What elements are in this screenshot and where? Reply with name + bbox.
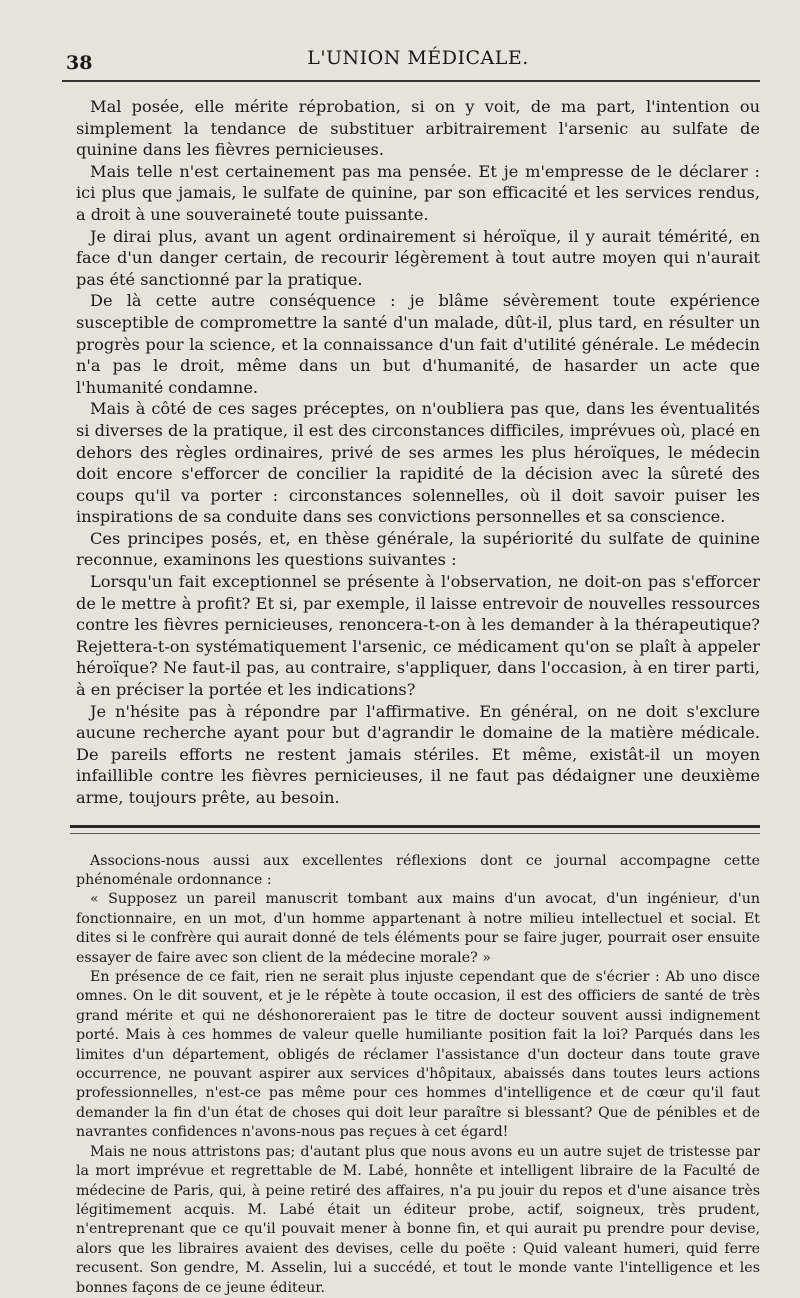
paragraph: De là cette autre conséquence : je blâme sévèrement toute expérience susceptible de compromettre la santé d'un malade, dût-il, plus tard, en résulter un progrès pour la science, et la connaissance d'un fait d'utilité générale. Le médecin n'a pas le droit, même dans un but d'humanité, de hasarder un acte que l'humanité condamne. <box>76 291 760 397</box>
paragraph: Ces principes posés, et, en thèse générale, la supériorité du sulfate de quinine reconnue, examinons les questions suivantes : <box>76 528 760 570</box>
section-divider <box>70 825 760 834</box>
note-paragraph: En présence de ce fait, rien ne serait plus injuste cependant que de s'écrier : Ab uno disce omnes. On le dit souvent, et je le répète à toute occasion, il est des officiers de santé de très grand mérite et qui ne déshonoreraient pas le titre de docteur souvent aussi indignement porté. Mais à ces hommes de valeur quelle humiliante position fait la loi? Parqués dans les limites d'un département, obligés de réclamer l'assistance d'un docteur dans toute grave occurrence, ne pouvant aspirer aux services d'hôpitaux, abaissés dans toutes leurs actions professionnelles, n'est-ce pas même pour ces hommes d'intelligence et de cœur qu'il faut demander la fin d'un état de choses qui doit leur paraître si blessant? Que de pénibles et de navrantes confidences n'avons-nous pas reçues à cet égard! <box>76 969 760 1141</box>
paragraph: Je n'hésite pas à répondre par l'affirmative. En général, on ne doit s'exclure aucune recherche ayant pour but d'agrandir le domaine de la matière médicale. De pareils efforts ne restent jamais stériles. Et même, existât-il un moyen infaillible contre les fièvres pernicieuses, il ne faut pas dédaigner une deuxième arme, toujours prête, au besoin. <box>76 701 760 807</box>
paragraph: Lorsqu'un fait exceptionnel se présente à l'observation, ne doit-on pas s'efforcer de le mettre à profit? Et si, par exemple, il laisse entrevoir de nouvelles ressources contre les fièvres pernicieuses, renoncera-t-on à les demander à la thérapeutique? Rejettera-t-on systématiquement l'arsenic, ce médicament qu'on se plaît à appeler héroïque? Ne faut-il pas, au contraire, s'appliquer, dans l'occasion, à en tirer parti, à en préciser la portée et les indications? <box>76 572 760 700</box>
paragraph: Mais à côté de ces sages préceptes, on n'oubliera pas que, dans les éventualités si diverses de la pratique, il est des circonstances difficiles, imprévues où, placé en dehors des règles ordinaires, privé de ses armes les plus héroïques, le médecin doit encore s'efforcer de concilier la rapidité de la décision avec la sûreté des coups qu'il va porter : circonstances solennelles, où il doit savoir puiser les inspirations de sa conduite dans ses convictions personnelles et sa conscience. <box>76 399 760 527</box>
running-title: L'UNION MÉDICALE. <box>307 47 529 69</box>
header-rule <box>62 80 760 82</box>
paragraph: Mal posée, elle mérite réprobation, si on y voit, de ma part, l'intention ou simplement la tendance de substituer arbitrairement l'arsenic au sulfate de quinine dans les fièvres pernicieuses. <box>76 97 760 160</box>
page-header <box>66 0 760 74</box>
paragraph: Je dirai plus, avant un agent ordinairement si héroïque, il y aurait témérité, en face d'un danger certain, de recourir légèrement à tout autre moyen qui n'aurait pas été sanctionné par la pratique. <box>76 226 760 289</box>
paragraph: Mais telle n'est certainement pas ma pensée. Et je m'empresse de le déclarer : ici plus que jamais, le sulfate de quinine, par son efficacité et les services rendus, a droit à une souveraineté toute puissante. <box>76 161 760 224</box>
main-text <box>76 96 760 809</box>
note-paragraph: « Supposez un pareil manuscrit tombant aux mains d'un avocat, d'un ingénieur, d'un fonctionnaire, en un mot, d'un homme appartenant à notre milieu intellectuel et social. Et dites si le confrère qui aurait donné de tels éléments pour se faire juger, pourrait oser ensuite essayer de faire avec son client de la médecine morale? » <box>76 891 760 966</box>
page-number: 38 <box>66 52 93 74</box>
note-paragraph: Mais ne nous attristons pas; d'autant plus que nous avons eu un autre sujet de tristesse par la mort imprévue et regrettable de M. Labé, honnête et intelligent libraire de la Faculté de médecine de Paris, qui, à peine retiré des affaires, n'a pu jouir du repos et d'une aisance très légitimement acquis. M. Labé était un éditeur probe, actif, soigneux, très prudent, n'entreprenant que ce qu'il pouvait mener à bonne fin, et qui aurait pu prendre pour devise, alors que les libraires avaient des devises, celle du poëte : Quid valeant humeri, quid ferre recusent. Son gendre, M. Asselin, lui a succédé, et tout le monde vante l'intelligence et les bonnes façons de ce jeune éditeur. <box>76 1143 760 1296</box>
notes-text <box>76 852 760 1298</box>
note-paragraph: Associons-nous aussi aux excellentes réflexions dont ce journal accompagne cette phénoménale ordonnance : <box>76 852 760 888</box>
